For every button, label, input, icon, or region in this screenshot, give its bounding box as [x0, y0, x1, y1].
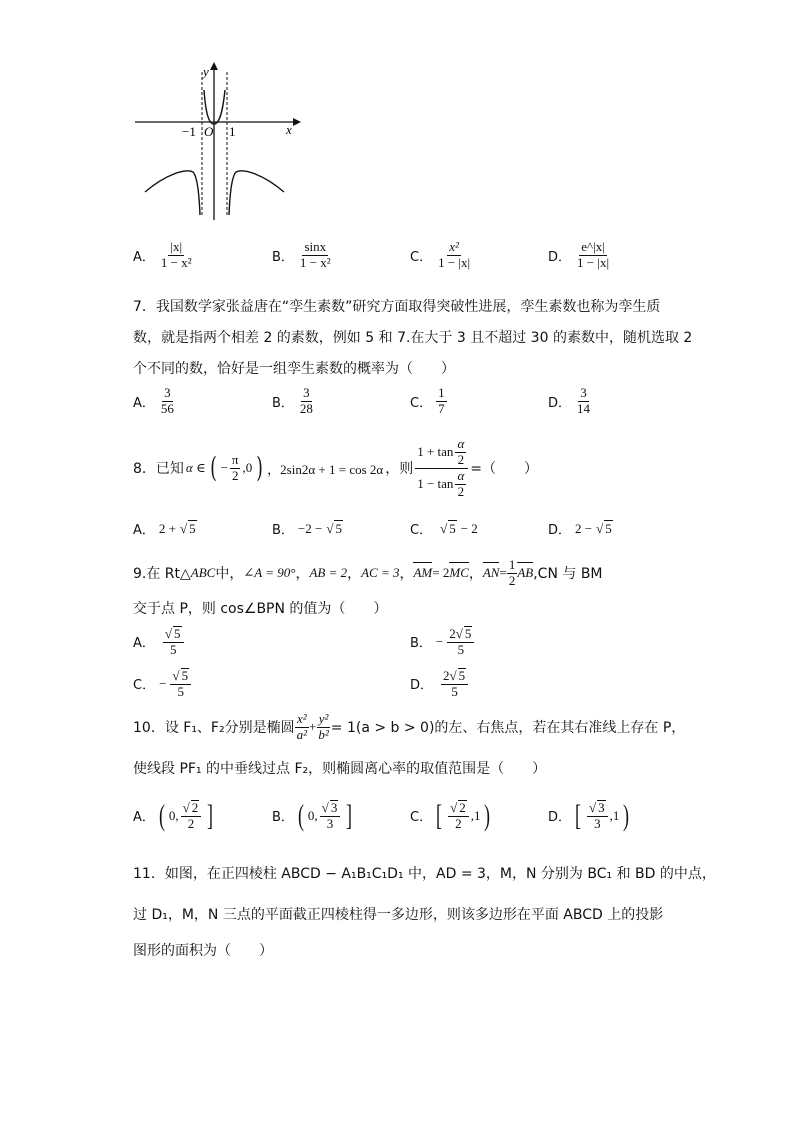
- denominator: 14: [577, 400, 591, 416]
- q9-an-eq: =: [499, 565, 507, 581]
- bracket-left: [: [436, 798, 443, 832]
- q10-question-line1: [133, 712, 685, 743]
- half-num: α: [457, 436, 465, 451]
- y-axis-label: y: [203, 64, 209, 79]
- radicand: 5: [174, 626, 181, 641]
- q8-main-fraction: [415, 437, 468, 500]
- bracket-right: ): [623, 798, 630, 832]
- q8-option-c[interactable]: C． √ 5 − 2: [410, 520, 478, 538]
- q7-text-line3: 个不同的数，恰好是一组孪生素数的概率为（ ）: [133, 361, 455, 377]
- q8-pi-den: 2: [231, 467, 239, 483]
- radicand: 3: [598, 800, 605, 815]
- q9-sep3: ，: [399, 566, 414, 583]
- curve-left: [145, 171, 200, 215]
- q7-option-c[interactable]: [410, 386, 447, 417]
- radicand: 5: [449, 521, 456, 536]
- q6-option-b[interactable]: [272, 240, 333, 271]
- denominator: 1 − x²: [160, 254, 192, 270]
- half-den: 2: [508, 572, 516, 588]
- option-label: D．: [410, 678, 434, 694]
- radicand: 3: [330, 800, 338, 815]
- option-label: B．: [272, 249, 294, 265]
- option-label: D．: [548, 523, 572, 538]
- option-label: C．: [410, 395, 433, 411]
- denominator: 5: [451, 683, 458, 699]
- radicand: 5: [335, 521, 342, 536]
- q8-num: 1 + tan: [417, 443, 454, 459]
- numerator: 3: [580, 385, 587, 400]
- option-sign: −: [159, 675, 167, 691]
- tick-label-neg1: −1: [182, 124, 196, 139]
- option-label: A．: [133, 395, 155, 411]
- bracket-right: ): [484, 798, 491, 832]
- denominator: 5: [169, 641, 177, 657]
- q9-p1: 9.在 Rt△: [133, 566, 191, 583]
- option-label: A．: [133, 523, 155, 538]
- option-label: D．: [548, 395, 572, 411]
- q8-interval-right: ,0: [242, 460, 253, 476]
- denominator: 2: [187, 815, 195, 831]
- q8-den: 1 − tan: [417, 475, 454, 491]
- q11-text-line1: 11．如图，在正四棱柱 ABCD − A₁B₁C₁D₁ 中，AD = 3，M，N 分别为 BC₁ 和 BD 的中点，: [133, 866, 716, 882]
- q11-text-line2: 过 D₁，M，N 三点的平面截正四棱柱得一多边形，则该多边形在平面 ABCD 上的投影: [133, 907, 664, 923]
- option-label: C．: [410, 523, 433, 538]
- option-pre: 2 −: [575, 520, 593, 536]
- a2: a²: [296, 726, 308, 742]
- option-label: B．: [272, 810, 294, 826]
- radicand: 5: [189, 521, 196, 536]
- denominator: 1 − |x|: [438, 254, 471, 270]
- paren-open: (: [209, 451, 217, 485]
- denominator: 1 − x²: [299, 254, 331, 270]
- curve-right: [229, 171, 284, 215]
- numerator: |x|: [170, 239, 183, 254]
- q9-option-b[interactable]: B． − $\frac{2√ 5}{5}$: [410, 626, 474, 658]
- x2: x²: [296, 711, 307, 726]
- option-post: − 2: [460, 520, 478, 536]
- option-post: ,1: [609, 807, 620, 823]
- q8-then: ，则: [385, 461, 414, 478]
- q6-option-a[interactable]: [133, 240, 194, 271]
- option-pre: 0,: [168, 807, 179, 823]
- q8-condition: ，2sin2α + 1 = cos 2α: [267, 461, 384, 477]
- radicand: 5: [181, 668, 189, 683]
- option-label: C．: [410, 810, 433, 826]
- option-label: A．: [133, 249, 155, 265]
- option-pre: 2 +: [158, 520, 176, 536]
- option-label: B．: [410, 636, 432, 652]
- numerator: x²: [449, 239, 459, 254]
- radicand: 5: [605, 521, 612, 536]
- q10-plus: +: [309, 719, 317, 735]
- bracket-right: ]: [207, 798, 214, 832]
- q9-tail: ,CN 与 BM: [533, 566, 603, 583]
- q9-vec-ab: AB: [517, 565, 534, 581]
- q10-option-c[interactable]: C． [ $\frac{√ 2}{2}$ ,1 ): [410, 798, 491, 832]
- option-post: ,1: [470, 807, 481, 823]
- q11-text-line3: 图形的面积为（ ）: [133, 943, 273, 959]
- numerator: 3: [303, 385, 310, 400]
- q6-option-c[interactable]: [410, 240, 472, 271]
- q8-tail: =（ ）: [470, 461, 538, 478]
- q8-option-b[interactable]: B． −2 − √ 5: [272, 520, 342, 538]
- y-axis-arrow: [210, 62, 218, 70]
- q7-text-line2: 数，就是指两个相差 2 的素数，例如 5 和 7.在大于 3 且不超过 30 的素数中，随机选取 2: [133, 330, 693, 346]
- option-label: D．: [548, 249, 572, 265]
- radicand: 5: [464, 626, 472, 641]
- q10-option-a[interactable]: A． ( 0, $\frac{√ 2}{2}$ ]: [133, 798, 214, 832]
- radicand: 2: [191, 800, 199, 815]
- q6-option-d[interactable]: [548, 240, 611, 271]
- q9-am-eq: = 2: [432, 565, 450, 581]
- denominator: 3: [594, 815, 601, 831]
- q8-option-d[interactable]: D． 2 − √ 5: [548, 520, 612, 538]
- denominator: 3: [326, 815, 334, 831]
- option-label: B．: [272, 523, 294, 538]
- option-label: A．: [133, 810, 155, 826]
- q9-option-d[interactable]: D． $\frac{2√ 5}{5}$: [410, 668, 468, 700]
- numerator: 1: [438, 385, 445, 400]
- origin-label: O: [204, 124, 214, 139]
- option-pre: −2 −: [297, 520, 323, 536]
- half-den: 2: [457, 451, 465, 467]
- bracket-left: [: [575, 798, 582, 832]
- denominator: 7: [438, 400, 445, 416]
- q9-question-line1: [133, 558, 603, 589]
- q8-alpha-in: α ∈: [185, 460, 206, 476]
- denominator: 5: [177, 683, 184, 699]
- half-num: 1: [508, 557, 516, 572]
- bracket-right: ]: [346, 798, 353, 832]
- function-graph: [125, 60, 305, 225]
- half-num: α: [457, 467, 465, 483]
- q9-vec-mc: MC: [449, 565, 469, 581]
- bracket-left: (: [158, 798, 165, 832]
- denominator: 5: [457, 641, 465, 657]
- q7-text-line1: 7．我国数学家张益唐在“孪生素数”研究方面取得突破性进展，孪生素数也称为孪生质: [133, 299, 661, 315]
- bracket-left: (: [297, 798, 304, 832]
- q10-option-d[interactable]: D． [ $\frac{√ 3}{3}$ ,1 ): [548, 798, 630, 832]
- q7-option-a[interactable]: [133, 386, 176, 417]
- q10-text-line2: 使线段 PF₁ 的中垂线过点 F₂，则椭圆离心率的取值范围是（ ）: [133, 761, 547, 777]
- q9-sep4: ，: [468, 566, 483, 583]
- q10-option-b[interactable]: B． ( 0, $\frac{√ 3}{3}$ ]: [272, 798, 353, 832]
- y2: y²: [318, 711, 329, 726]
- q7-option-b[interactable]: [272, 386, 315, 417]
- q9-text-line2: 交于点 P，则 cos∠BPN 的值为（ ）: [133, 601, 388, 617]
- q9-angle: ∠A = 90°: [243, 565, 296, 581]
- q7-option-d[interactable]: [548, 386, 592, 417]
- option-label: C．: [410, 249, 433, 265]
- q9-ab: AB = 2: [309, 565, 348, 581]
- q9-sep2: ，: [347, 566, 362, 583]
- x-axis-label: x: [286, 122, 292, 137]
- q9-option-c[interactable]: C． − $\frac{√ 5}{5}$: [133, 668, 191, 700]
- denominator: 28: [299, 400, 313, 416]
- denominator: 2: [455, 815, 462, 831]
- num-pre: 2: [443, 668, 450, 683]
- option-label: A．: [133, 636, 155, 652]
- option-label: B．: [272, 395, 294, 411]
- option-label: C．: [133, 678, 156, 694]
- numerator: sinx: [304, 239, 327, 254]
- q8-option-a[interactable]: A． 2 + √ 5: [133, 520, 196, 538]
- q9-abc: ABC: [190, 565, 216, 581]
- half-den: 2: [457, 483, 465, 499]
- q10-eq: = 1(a > b > 0)的左、右焦点，若在其右准线上存在 P，: [330, 720, 686, 737]
- denominator: 1 − |x|: [577, 254, 610, 270]
- denominator: 56: [160, 400, 174, 416]
- q8-prefix: 8．已知: [133, 461, 184, 478]
- radicand: 5: [458, 668, 466, 683]
- q9-vec-am: AM: [413, 565, 433, 581]
- paren-close: ): [256, 451, 263, 485]
- q9-vec-an: AN: [482, 565, 500, 581]
- b2: b²: [318, 726, 329, 742]
- q8-question: [133, 437, 538, 500]
- q9-sep1: ，: [295, 566, 310, 583]
- numerator: e^|x|: [581, 239, 605, 254]
- tick-label-1: 1: [229, 124, 236, 139]
- option-sign: −: [435, 633, 444, 649]
- q9-option-a[interactable]: A． $\frac{√ 5}{5}$: [133, 626, 184, 658]
- q8-pi: π: [231, 451, 239, 467]
- option-label: D．: [548, 810, 572, 826]
- q10-p1: 10．设 F₁、F₂分别是椭圆: [133, 720, 295, 737]
- num-pre: 2: [449, 626, 456, 641]
- q9-ac: AC = 3: [361, 565, 400, 581]
- radicand: 2: [459, 800, 466, 815]
- option-pre: 0,: [307, 807, 318, 823]
- x-axis-arrow: [293, 118, 301, 126]
- q8-neg: −: [220, 460, 228, 476]
- numerator: 3: [164, 385, 171, 400]
- q9-p2: 中，: [215, 566, 244, 583]
